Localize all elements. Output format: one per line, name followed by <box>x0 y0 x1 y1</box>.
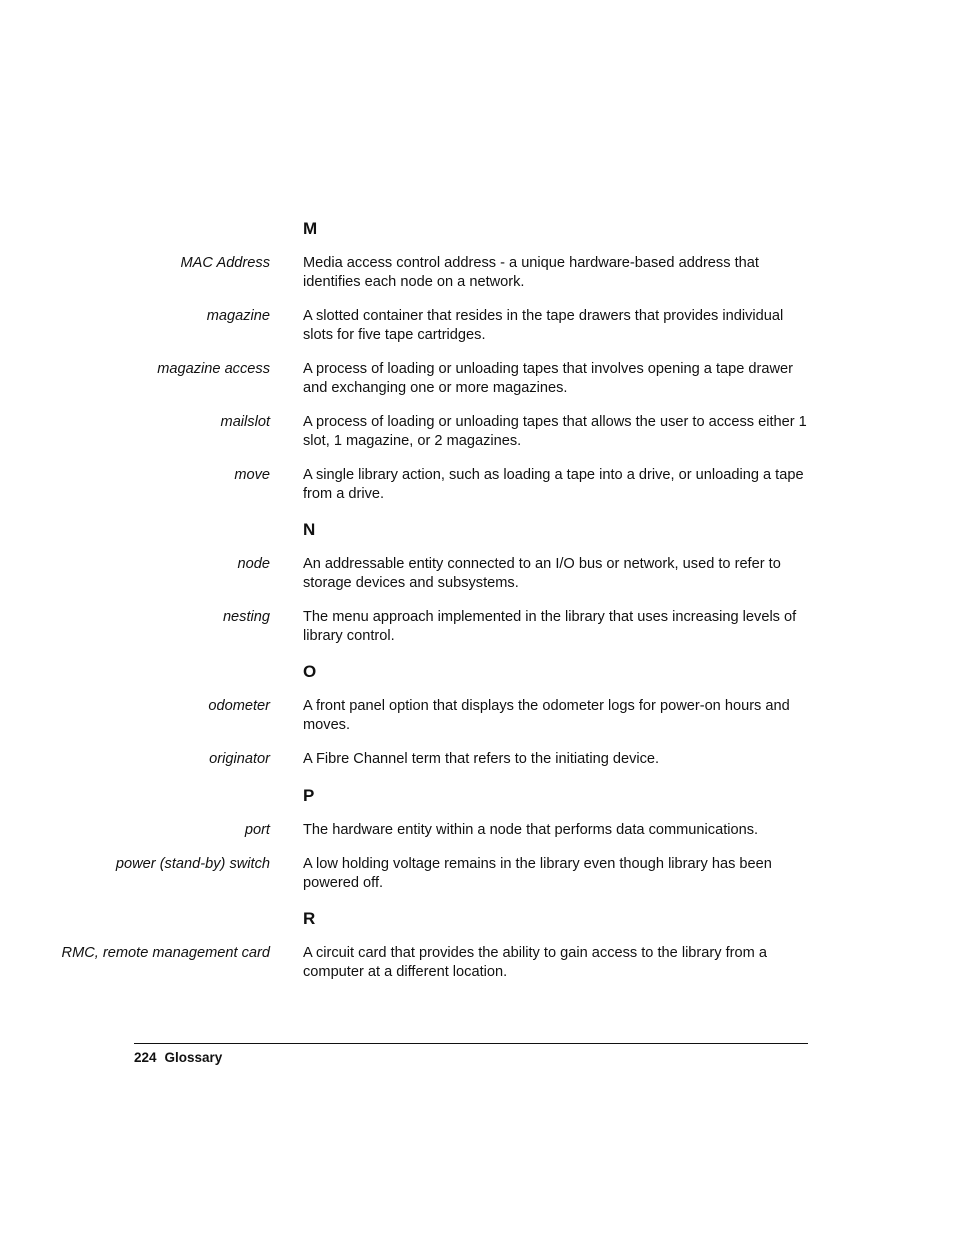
section-letter: P <box>303 785 315 805</box>
glossary-definition: The menu approach implemented in the library that uses increasing levels of library control. <box>303 609 797 644</box>
glossary-entry <box>0 855 954 892</box>
glossary-entry <box>0 413 954 450</box>
glossary-definition: A slotted container that resides in the tape drawers that provides individual slots for five tape cartridges. <box>303 308 784 343</box>
section-letter: R <box>303 909 316 928</box>
glossary-definition: A Fibre Channel term that refers to the initiating device. <box>303 751 660 767</box>
glossary-definition: A front panel option that displays the odometer logs for power-on hours and moves. <box>303 698 790 733</box>
glossary-definition: A process of loading or unloading tapes that allows the user to access either 1 slot, 1 magazine, or 2 magazines. <box>303 414 807 449</box>
glossary-term: move <box>234 467 270 483</box>
glossary-definition: An addressable entity connected to an I/O bus or network, used to refer to storage devices and subsystems. <box>303 556 781 591</box>
glossary-entry <box>0 555 954 592</box>
glossary-section-p <box>0 785 954 893</box>
glossary-definition: A low holding voltage remains in the library even though library has been powered off. <box>303 856 772 891</box>
glossary-entry <box>0 697 954 734</box>
glossary-definition: A process of loading or unloading tapes that involves opening a tape drawer and exchanging one or more magazines. <box>303 361 794 396</box>
glossary-entry <box>0 307 954 344</box>
glossary-term: power (stand-by) switch <box>115 856 270 872</box>
glossary-term: magazine <box>206 308 270 324</box>
glossary-section-n <box>0 519 954 645</box>
glossary-term: originator <box>209 751 270 767</box>
glossary-entry <box>0 944 954 981</box>
glossary-section-m <box>0 218 954 503</box>
page-number: 224 <box>134 1050 157 1065</box>
glossary-term: port <box>244 821 270 838</box>
glossary-term: mailslot <box>220 414 270 430</box>
glossary-term: RMC, remote management card <box>61 945 270 961</box>
glossary-content <box>0 218 954 997</box>
section-letter: M <box>303 219 318 238</box>
glossary-term: MAC Address <box>180 255 270 271</box>
glossary-term: nesting <box>222 609 270 625</box>
glossary-entry <box>0 254 954 291</box>
glossary-definition: A circuit card that provides the ability to gain access to the library from a computer at a different location. <box>303 945 767 980</box>
glossary-term: magazine access <box>157 361 270 377</box>
section-letter: N <box>303 520 316 539</box>
footer-section-title: Glossary <box>164 1050 223 1065</box>
section-letter: O <box>303 662 317 681</box>
page-footer <box>134 1049 222 1067</box>
glossary-entry <box>0 360 954 397</box>
glossary-entry <box>0 821 954 840</box>
glossary-entry <box>0 466 954 503</box>
glossary-definition: A single library action, such as loading a tape into a drive, or unloading a tape from a drive. <box>303 467 804 502</box>
glossary-section-o <box>0 661 954 769</box>
glossary-term: odometer <box>208 698 270 714</box>
glossary-definition: Media access control address - a unique hardware-based address that identifies each node on a network. <box>303 255 759 290</box>
glossary-section-r <box>0 908 954 981</box>
glossary-entry <box>0 608 954 645</box>
glossary-definition: The hardware entity within a node that performs data communications. <box>303 821 759 838</box>
footer-divider <box>134 1043 808 1044</box>
glossary-term: node <box>237 556 270 572</box>
glossary-entry <box>0 750 954 769</box>
